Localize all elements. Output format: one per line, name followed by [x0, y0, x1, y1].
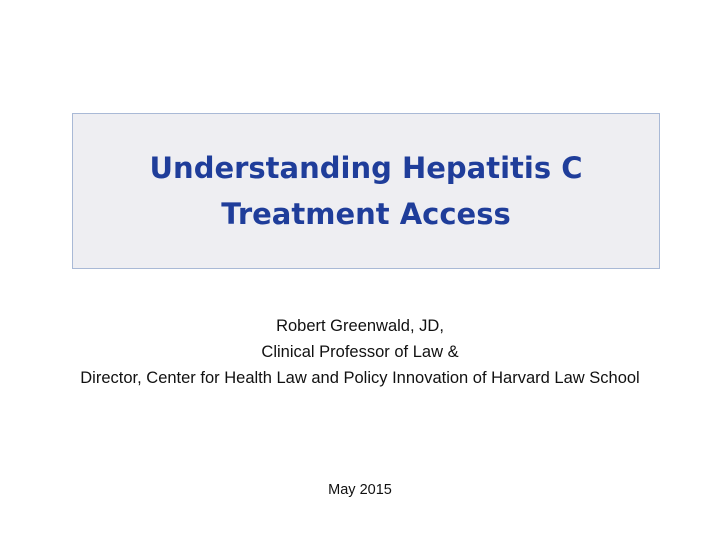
presenter-role-1: Clinical Professor of Law & — [261, 343, 459, 361]
presenter-block — [0, 313, 720, 391]
title-box — [72, 113, 660, 269]
slide-title-line-2: Treatment Access — [221, 197, 511, 231]
presentation-date: May 2015 — [328, 482, 392, 498]
slide-title-line-1: Understanding Hepatitis C — [149, 151, 583, 185]
presenter-name: Robert Greenwald, JD, — [276, 317, 444, 335]
presenter-role-2: Director, Center for Health Law and Policy Innovation of Harvard Law School — [80, 369, 640, 387]
